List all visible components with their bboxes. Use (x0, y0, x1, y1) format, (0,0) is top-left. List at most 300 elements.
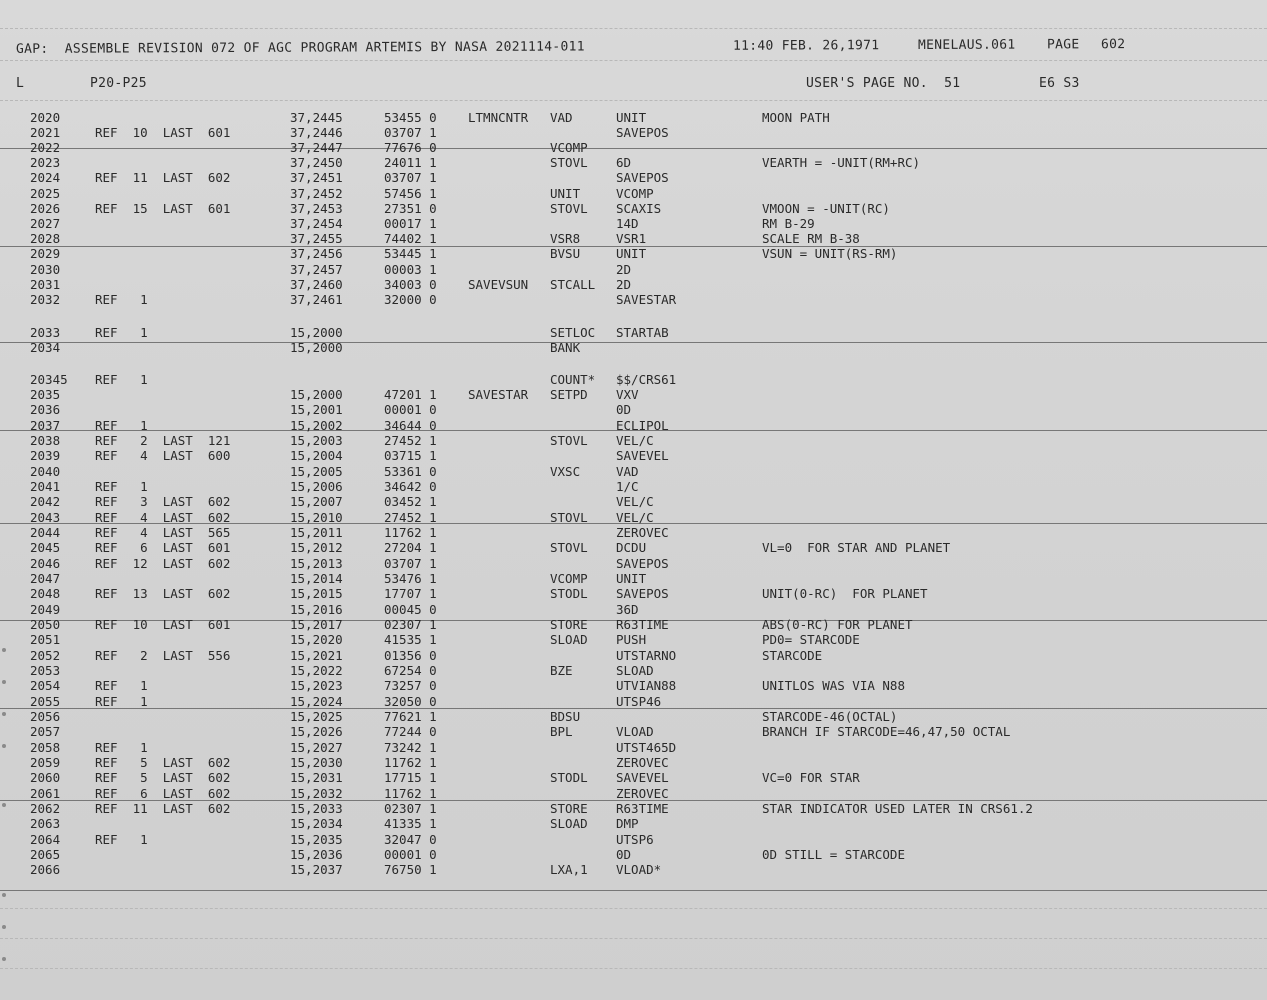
operand: VLOAD (616, 724, 654, 739)
line-number: 2061 (30, 786, 61, 801)
line-number: 2042 (30, 494, 61, 509)
line-number: 2024 (30, 170, 61, 185)
opcode: BDSU (550, 709, 581, 724)
address: 15,2024 (290, 694, 343, 709)
listing-row (0, 325, 1267, 341)
symbol-label: LTMNCNTR (468, 110, 529, 125)
octal-word: 03707 1 (384, 556, 437, 571)
octal-word: 27452 1 (384, 433, 437, 448)
form-rule-line (0, 890, 1267, 891)
opcode: STOVL (550, 540, 588, 555)
listing-row (0, 448, 1267, 464)
opcode: STCALL (550, 277, 596, 292)
line-number: 2031 (30, 277, 61, 292)
reference-info: REF 10 LAST 601 (95, 125, 231, 140)
listing-subheader (0, 76, 1267, 92)
operand: VLOAD* (616, 862, 662, 877)
octal-word: 76750 1 (384, 862, 437, 877)
operand: VXV (616, 387, 639, 402)
octal-word: 73242 1 (384, 740, 437, 755)
comment: 0D STILL = STARCODE (762, 847, 905, 862)
listing-row (0, 862, 1267, 878)
address: 37,2461 (290, 292, 343, 307)
reference-info: REF 1 (95, 372, 148, 387)
operand: $$/CRS61 (616, 372, 677, 387)
address: 15,2002 (290, 418, 343, 433)
operand: SAVESTAR (616, 292, 677, 307)
operand: SAVEPOS (616, 556, 669, 571)
listing-row (0, 140, 1267, 156)
opcode: SETLOC (550, 325, 596, 340)
octal-word: 57456 1 (384, 186, 437, 201)
operand: SAVEPOS (616, 125, 669, 140)
comment: UNITLOS WAS VIA N88 (762, 678, 905, 693)
address: 37,2447 (290, 140, 343, 155)
line-number: 2053 (30, 663, 61, 678)
line-number: 2065 (30, 847, 61, 862)
operand: R63TIME (616, 801, 669, 816)
line-number: 2055 (30, 694, 61, 709)
opcode: STOVL (550, 201, 588, 216)
comment: PD0= STARCODE (762, 632, 860, 647)
operand: UNIT (616, 110, 647, 125)
opcode: STOVL (550, 155, 588, 170)
form-guide-line (0, 968, 1267, 969)
line-number: 2048 (30, 586, 61, 601)
listing-row (0, 571, 1267, 587)
listing-row (0, 387, 1267, 403)
address: 15,2007 (290, 494, 343, 509)
line-number: 2056 (30, 709, 61, 724)
operand: ZEROVEC (616, 525, 669, 540)
listing-row (0, 816, 1267, 832)
address: 15,2034 (290, 816, 343, 831)
line-number: 2039 (30, 448, 61, 463)
reference-info: REF 1 (95, 740, 148, 755)
header-datetime: 11:40 FEB. 26,1971 (732, 38, 880, 54)
opcode: STORE (550, 617, 588, 632)
opcode: UNIT (550, 186, 581, 201)
line-number: 2051 (30, 632, 61, 647)
address: 15,2000 (290, 387, 343, 402)
address: 15,2035 (290, 832, 343, 847)
address: 37,2460 (290, 277, 343, 292)
opcode: COUNT* (550, 372, 596, 387)
operand: VEL/C (616, 433, 654, 448)
header-tape: MENELAUS.061 (917, 37, 1016, 53)
octal-word: 03452 1 (384, 494, 437, 509)
opcode: STORE (550, 801, 588, 816)
address: 15,2003 (290, 433, 343, 448)
octal-word: 73257 0 (384, 678, 437, 693)
comment: VC=0 FOR STAR (762, 770, 860, 785)
comment: RM B-29 (762, 216, 815, 231)
address: 15,2010 (290, 510, 343, 525)
listing-row (0, 740, 1267, 756)
address: 37,2445 (290, 110, 343, 125)
address: 15,2023 (290, 678, 343, 693)
address: 15,2005 (290, 464, 343, 479)
operand: UNIT (616, 571, 647, 586)
comment: ABS(0-RC) FOR PLANET (762, 617, 913, 632)
address: 15,2020 (290, 632, 343, 647)
listing-row (0, 262, 1267, 278)
opcode: SLOAD (550, 632, 588, 647)
opcode: SLOAD (550, 816, 588, 831)
line-number: 2040 (30, 464, 61, 479)
operand: PUSH (616, 632, 647, 647)
comment: SCALE RM B-38 (762, 231, 860, 246)
address: 15,2022 (290, 663, 343, 678)
octal-word: 32050 0 (384, 694, 437, 709)
line-number: 2036 (30, 402, 61, 417)
reference-info: REF 6 LAST 601 (95, 540, 231, 555)
octal-word: 01356 0 (384, 648, 437, 663)
comment: VL=0 FOR STAR AND PLANET (762, 540, 951, 555)
line-number: 2022 (30, 140, 61, 155)
comment: MOON PATH (762, 110, 830, 125)
operand: 2D (616, 262, 632, 277)
header-page-number: 602 (1100, 37, 1126, 53)
opcode: VSR8 (550, 231, 581, 246)
octal-word: 03715 1 (384, 448, 437, 463)
reference-info: REF 1 (95, 678, 148, 693)
operand: SAVEPOS (616, 586, 669, 601)
header-page-label: PAGE (1046, 37, 1080, 53)
reference-info: REF 1 (95, 325, 148, 340)
operand: ZEROVEC (616, 755, 669, 770)
line-number: 2060 (30, 770, 61, 785)
line-number: 2049 (30, 602, 61, 617)
octal-word: 27351 0 (384, 201, 437, 216)
reference-info: REF 5 LAST 602 (95, 755, 231, 770)
octal-word: 77244 0 (384, 724, 437, 739)
operand: SAVEVEL (616, 448, 669, 463)
octal-word: 17707 1 (384, 586, 437, 601)
comment: STARCODE-46(OCTAL) (762, 709, 898, 724)
listing-row (0, 724, 1267, 740)
operand: VCOMP (616, 186, 654, 201)
octal-word: 03707 1 (384, 125, 437, 140)
comment: VSUN = UNIT(RS-RM) (762, 246, 898, 261)
listing-row (0, 510, 1267, 526)
octal-word: 17715 1 (384, 770, 437, 785)
reference-info: REF 11 LAST 602 (95, 170, 231, 185)
line-number: 2029 (30, 246, 61, 261)
form-guide-line (0, 100, 1267, 101)
listing-row (0, 663, 1267, 679)
listing-row (0, 801, 1267, 817)
line-number: 2045 (30, 540, 61, 555)
address: 37,2451 (290, 170, 343, 185)
line-number: 2020 (30, 110, 61, 125)
line-number: 2025 (30, 186, 61, 201)
opcode: BVSU (550, 246, 581, 261)
symbol-label: SAVEVSUN (468, 277, 529, 292)
opcode: STOVL (550, 433, 588, 448)
line-number: 2066 (30, 862, 61, 877)
line-number: 2052 (30, 648, 61, 663)
listing-row (0, 648, 1267, 664)
listing-row (0, 479, 1267, 495)
octal-word: 34644 0 (384, 418, 437, 433)
octal-word: 00003 1 (384, 262, 437, 277)
form-guide-line (0, 938, 1267, 939)
address: 15,2000 (290, 340, 343, 355)
operand: 6D (616, 155, 632, 170)
reference-info: REF 15 LAST 601 (95, 201, 231, 216)
header-title: GAP: ASSEMBLE REVISION 072 OF AGC PROGRAM ARTEMIS BY NASA 2021114-011 (15, 39, 585, 57)
subheader-users-page: USER'S PAGE NO. 51 (806, 76, 961, 91)
address: 15,2033 (290, 801, 343, 816)
address: 15,2004 (290, 448, 343, 463)
address: 15,2013 (290, 556, 343, 571)
address: 15,2001 (290, 402, 343, 417)
line-number: 2058 (30, 740, 61, 755)
opcode: VAD (550, 110, 573, 125)
reference-info: REF 6 LAST 602 (95, 786, 231, 801)
octal-word: 53476 1 (384, 571, 437, 586)
subheader-marker: L (16, 76, 25, 91)
address: 37,2453 (290, 201, 343, 216)
margin-mark (2, 925, 6, 929)
line-number: 2021 (30, 125, 61, 140)
margin-mark (2, 893, 6, 897)
listing-row (0, 418, 1267, 434)
operand: 1/C (616, 479, 639, 494)
address: 15,2037 (290, 862, 343, 877)
address: 15,2031 (290, 770, 343, 785)
operand: DCDU (616, 540, 647, 555)
octal-word: 03707 1 (384, 170, 437, 185)
line-number: 2047 (30, 571, 61, 586)
listing-row (0, 632, 1267, 648)
address: 37,2454 (290, 216, 343, 231)
reference-info: REF 1 (95, 292, 148, 307)
listing-header (0, 36, 1267, 58)
comment: UNIT(0-RC) FOR PLANET (762, 586, 928, 601)
comment: STAR INDICATOR USED LATER IN CRS61.2 (762, 801, 1033, 816)
reference-info: REF 12 LAST 602 (95, 556, 231, 571)
operand: 0D (616, 402, 632, 417)
address: 15,2032 (290, 786, 343, 801)
address: 37,2456 (290, 246, 343, 261)
subheader-section: P20-P25 (90, 76, 147, 91)
octal-word: 00045 0 (384, 602, 437, 617)
address: 15,2014 (290, 571, 343, 586)
reference-info: REF 2 LAST 556 (95, 648, 231, 663)
listing-row (0, 170, 1267, 186)
line-number: 2038 (30, 433, 61, 448)
line-number: 2023 (30, 155, 61, 170)
listing-row (0, 494, 1267, 510)
reference-info: REF 2 LAST 121 (95, 433, 231, 448)
octal-word: 11762 1 (384, 525, 437, 540)
line-number: 20345 (30, 372, 68, 387)
line-number: 2033 (30, 325, 61, 340)
address: 15,2027 (290, 740, 343, 755)
octal-word: 00001 0 (384, 847, 437, 862)
line-number: 2041 (30, 479, 61, 494)
listing-row (0, 525, 1267, 541)
listing-row (0, 292, 1267, 308)
listing-row (0, 847, 1267, 863)
opcode: VCOMP (550, 140, 588, 155)
operand: ECLIPOL (616, 418, 669, 433)
octal-word: 77676 0 (384, 140, 437, 155)
octal-word: 27452 1 (384, 510, 437, 525)
listing-row (0, 617, 1267, 633)
line-number: 2062 (30, 801, 61, 816)
listing-row (0, 216, 1267, 232)
address: 15,2006 (290, 479, 343, 494)
listing-row (0, 786, 1267, 802)
opcode: STOVL (550, 510, 588, 525)
reference-info: REF 1 (95, 832, 148, 847)
reference-info: REF 4 LAST 602 (95, 510, 231, 525)
opcode: VCOMP (550, 571, 588, 586)
reference-info: REF 4 LAST 600 (95, 448, 231, 463)
operand: 2D (616, 277, 632, 292)
octal-word: 77621 1 (384, 709, 437, 724)
opcode: VXSC (550, 464, 581, 479)
address: 15,2026 (290, 724, 343, 739)
listing-row (0, 246, 1267, 262)
listing-row (0, 372, 1267, 388)
address: 15,2000 (290, 325, 343, 340)
operand: 36D (616, 602, 639, 617)
octal-word: 02307 1 (384, 617, 437, 632)
line-number: 2063 (30, 816, 61, 831)
reference-info: REF 1 (95, 418, 148, 433)
line-number: 2027 (30, 216, 61, 231)
listing-row (0, 186, 1267, 202)
octal-word: 41535 1 (384, 632, 437, 647)
line-number: 2028 (30, 231, 61, 246)
listing-row (0, 277, 1267, 293)
line-number: 2026 (30, 201, 61, 216)
reference-info: REF 13 LAST 602 (95, 586, 231, 601)
line-number: 2030 (30, 262, 61, 277)
line-number: 2054 (30, 678, 61, 693)
symbol-label: SAVESTAR (468, 387, 529, 402)
octal-word: 32047 0 (384, 832, 437, 847)
octal-word: 53361 0 (384, 464, 437, 479)
octal-word: 41335 1 (384, 816, 437, 831)
octal-word: 74402 1 (384, 231, 437, 246)
octal-word: 47201 1 (384, 387, 437, 402)
octal-word: 53445 1 (384, 246, 437, 261)
listing-row (0, 602, 1267, 618)
line-number: 2059 (30, 755, 61, 770)
address: 15,2030 (290, 755, 343, 770)
listing-row (0, 155, 1267, 171)
listing-row (0, 709, 1267, 725)
octal-word: 53455 0 (384, 110, 437, 125)
octal-word: 00001 0 (384, 402, 437, 417)
address: 15,2015 (290, 586, 343, 601)
listing-row (0, 694, 1267, 710)
octal-word: 00017 1 (384, 216, 437, 231)
octal-word: 11762 1 (384, 755, 437, 770)
address: 15,2016 (290, 602, 343, 617)
listing-row (0, 556, 1267, 572)
operand: VSR1 (616, 231, 647, 246)
line-number: 2057 (30, 724, 61, 739)
octal-word: 32000 0 (384, 292, 437, 307)
reference-info: REF 5 LAST 602 (95, 770, 231, 785)
reference-info: REF 1 (95, 479, 148, 494)
operand: STARTAB (616, 325, 669, 340)
listing-row (0, 433, 1267, 449)
listing-row (0, 402, 1267, 418)
line-number: 2043 (30, 510, 61, 525)
operand: SLOAD (616, 663, 654, 678)
operand: UTSP46 (616, 694, 662, 709)
form-guide-line (0, 908, 1267, 909)
line-number: 2037 (30, 418, 61, 433)
line-number: 2044 (30, 525, 61, 540)
address: 15,2012 (290, 540, 343, 555)
comment: VEARTH = -UNIT(RM+RC) (762, 155, 921, 170)
opcode: STODL (550, 586, 588, 601)
line-number: 2050 (30, 617, 61, 632)
subheader-code: E6 S3 (1039, 76, 1080, 91)
address: 37,2455 (290, 231, 343, 246)
operand: UTVIAN88 (616, 678, 677, 693)
line-number: 2035 (30, 387, 61, 402)
reference-info: REF 1 (95, 694, 148, 709)
line-number: 2034 (30, 340, 61, 355)
listing-row (0, 231, 1267, 247)
address: 15,2021 (290, 648, 343, 663)
operand: R63TIME (616, 617, 669, 632)
address: 15,2036 (290, 847, 343, 862)
operand: VEL/C (616, 510, 654, 525)
operand: SAVEVEL (616, 770, 669, 785)
opcode: BPL (550, 724, 573, 739)
octal-word: 34642 0 (384, 479, 437, 494)
reference-info: REF 11 LAST 602 (95, 801, 231, 816)
opcode: LXA,1 (550, 862, 588, 877)
address: 37,2452 (290, 186, 343, 201)
opcode: STODL (550, 770, 588, 785)
operand: VEL/C (616, 494, 654, 509)
opcode: SETPD (550, 387, 588, 402)
opcode: BZE (550, 663, 573, 678)
line-number: 2046 (30, 556, 61, 571)
listing-row (0, 770, 1267, 786)
operand: UTST465D (616, 740, 677, 755)
address: 15,2017 (290, 617, 343, 632)
address: 37,2457 (290, 262, 343, 277)
line-number: 2032 (30, 292, 61, 307)
listing-row (0, 110, 1267, 126)
address: 37,2446 (290, 125, 343, 140)
comment: VMOON = -UNIT(RC) (762, 201, 890, 216)
margin-mark (2, 957, 6, 961)
address: 37,2450 (290, 155, 343, 170)
listing-row (0, 125, 1267, 141)
address: 15,2025 (290, 709, 343, 724)
operand: SAVEPOS (616, 170, 669, 185)
operand: 14D (616, 216, 639, 231)
listing-row (0, 755, 1267, 771)
reference-info: REF 4 LAST 565 (95, 525, 231, 540)
octal-word: 67254 0 (384, 663, 437, 678)
reference-info: REF 10 LAST 601 (95, 617, 231, 632)
operand: DMP (616, 816, 639, 831)
